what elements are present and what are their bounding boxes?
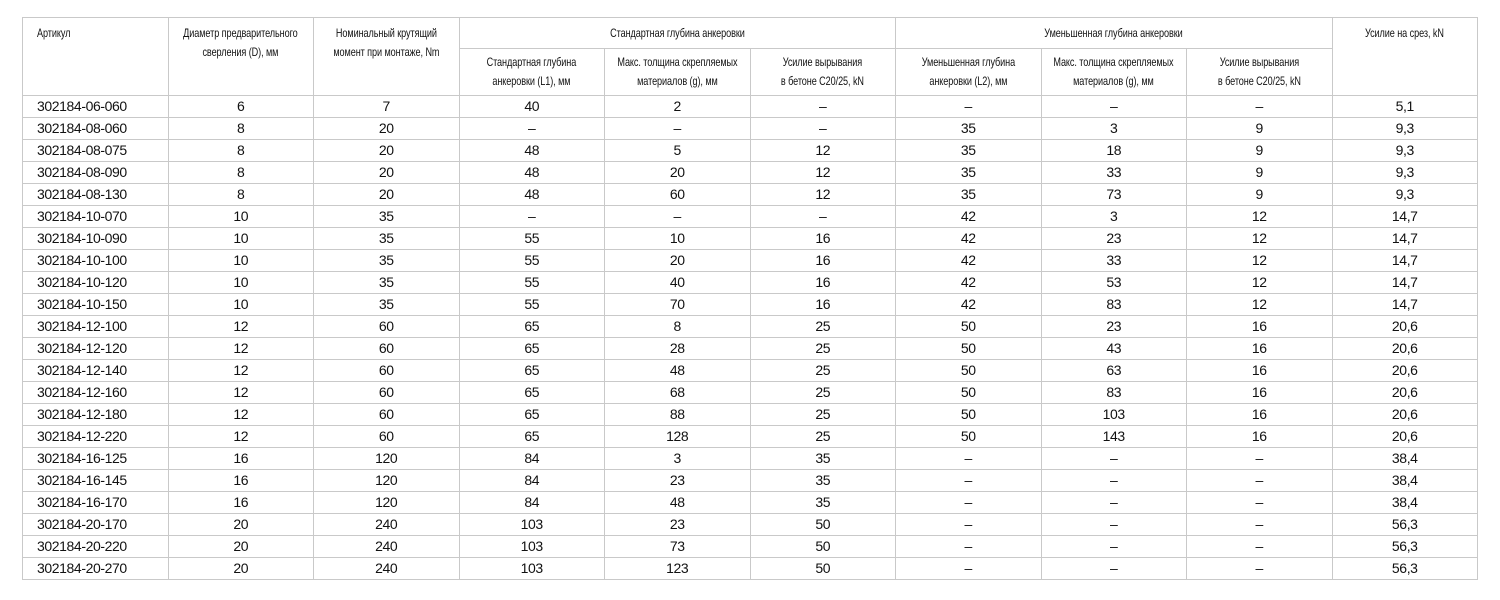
value-cell: 10: [605, 228, 751, 250]
value-cell: 35: [314, 250, 460, 272]
value-cell: 33: [1041, 250, 1187, 272]
value-cell: 35: [896, 118, 1042, 140]
value-cell: 9: [1187, 184, 1333, 206]
table-row: [23, 272, 1478, 294]
value-cell: 84: [459, 492, 605, 514]
value-cell: 16: [168, 470, 314, 492]
value-cell: 12: [1187, 294, 1333, 316]
value-cell: 16: [750, 228, 896, 250]
value-cell: 103: [459, 558, 605, 580]
value-cell: 42: [896, 272, 1042, 294]
value-cell: 14,7: [1332, 272, 1478, 294]
table-row: [23, 294, 1478, 316]
value-cell: 42: [896, 250, 1042, 272]
value-cell: 10: [168, 250, 314, 272]
table-row: [23, 96, 1478, 118]
value-cell: 120: [314, 492, 460, 514]
col-header-reduced-depth: [896, 49, 1042, 96]
value-cell: 35: [896, 162, 1042, 184]
value-cell: 9: [1187, 118, 1333, 140]
article-cell: 302184-16-170: [23, 492, 169, 514]
value-cell: 12: [1187, 250, 1333, 272]
value-cell: 63: [1041, 360, 1187, 382]
value-cell: 14,7: [1332, 250, 1478, 272]
article-cell: 302184-12-220: [23, 426, 169, 448]
value-cell: 42: [896, 228, 1042, 250]
value-cell: –: [459, 118, 605, 140]
value-cell: –: [896, 514, 1042, 536]
value-cell: 50: [750, 536, 896, 558]
table-row: [23, 338, 1478, 360]
article-cell: 302184-20-220: [23, 536, 169, 558]
table-body: [23, 96, 1478, 580]
col-header-standard-depth: [459, 49, 605, 96]
value-cell: 103: [459, 514, 605, 536]
value-cell: –: [1187, 536, 1333, 558]
value-cell: 9,3: [1332, 184, 1478, 206]
value-cell: 9: [1187, 140, 1333, 162]
col-header-standard-pullout-label: Усилие вырывания в бетоне C20/25, kN: [781, 55, 865, 88]
article-cell: 302184-12-180: [23, 404, 169, 426]
value-cell: 84: [459, 448, 605, 470]
value-cell: 38,4: [1332, 470, 1478, 492]
value-cell: 48: [459, 140, 605, 162]
table-row: [23, 448, 1478, 470]
value-cell: –: [750, 96, 896, 118]
value-cell: –: [750, 206, 896, 228]
value-cell: 65: [459, 426, 605, 448]
value-cell: 16: [750, 272, 896, 294]
value-cell: 35: [314, 294, 460, 316]
value-cell: 12: [750, 162, 896, 184]
value-cell: –: [1041, 448, 1187, 470]
article-cell: 302184-10-100: [23, 250, 169, 272]
value-cell: 128: [605, 426, 751, 448]
table-row: [23, 558, 1478, 580]
value-cell: 9,3: [1332, 118, 1478, 140]
value-cell: 50: [896, 338, 1042, 360]
value-cell: 8: [605, 316, 751, 338]
value-cell: 53: [1041, 272, 1187, 294]
value-cell: 28: [605, 338, 751, 360]
value-cell: 35: [750, 448, 896, 470]
col-header-standard-depth-label: Стандартная глубина анкеровки (L1), мм: [486, 55, 577, 88]
value-cell: 65: [459, 404, 605, 426]
table-row: [23, 316, 1478, 338]
value-cell: –: [896, 448, 1042, 470]
value-cell: 8: [168, 162, 314, 184]
value-cell: 35: [314, 206, 460, 228]
col-header-standard-max-thickness: [605, 49, 751, 96]
value-cell: –: [1187, 492, 1333, 514]
value-cell: –: [896, 492, 1042, 514]
value-cell: 60: [314, 382, 460, 404]
group-header-standard-depth-label: Стандартная глубина анкеровки: [609, 25, 745, 40]
value-cell: 240: [314, 514, 460, 536]
value-cell: 65: [459, 316, 605, 338]
article-cell: 302184-12-120: [23, 338, 169, 360]
value-cell: –: [896, 536, 1042, 558]
group-header-standard-depth: [459, 18, 896, 49]
col-header-shear-label: Усилие на срез, kN: [1365, 26, 1445, 40]
header-row-groups: [23, 18, 1478, 49]
value-cell: 12: [168, 338, 314, 360]
value-cell: 143: [1041, 426, 1187, 448]
value-cell: –: [1041, 514, 1187, 536]
value-cell: 35: [750, 492, 896, 514]
value-cell: 20: [168, 558, 314, 580]
table-row: [23, 206, 1478, 228]
col-header-standard-max-thickness-label: Макс. толщина скрепляемых материалов (g), мм: [617, 55, 738, 88]
value-cell: 60: [314, 360, 460, 382]
value-cell: 56,3: [1332, 514, 1478, 536]
value-cell: 12: [168, 316, 314, 338]
value-cell: –: [896, 470, 1042, 492]
article-cell: 302184-08-075: [23, 140, 169, 162]
article-cell: 302184-20-170: [23, 514, 169, 536]
value-cell: 65: [459, 360, 605, 382]
article-cell: 302184-10-090: [23, 228, 169, 250]
value-cell: 68: [605, 382, 751, 404]
value-cell: 83: [1041, 382, 1187, 404]
table-row: [23, 184, 1478, 206]
value-cell: 43: [1041, 338, 1187, 360]
value-cell: 56,3: [1332, 558, 1478, 580]
table-row: [23, 360, 1478, 382]
value-cell: –: [896, 96, 1042, 118]
value-cell: 8: [168, 140, 314, 162]
value-cell: 7: [314, 96, 460, 118]
value-cell: 40: [459, 96, 605, 118]
anchor-spec-table: [22, 17, 1478, 580]
value-cell: 3: [605, 448, 751, 470]
value-cell: 38,4: [1332, 492, 1478, 514]
value-cell: 48: [459, 184, 605, 206]
table-row: [23, 228, 1478, 250]
value-cell: 50: [750, 558, 896, 580]
value-cell: 12: [750, 184, 896, 206]
value-cell: 240: [314, 536, 460, 558]
value-cell: 16: [1187, 404, 1333, 426]
value-cell: 60: [314, 404, 460, 426]
value-cell: –: [750, 118, 896, 140]
value-cell: 50: [896, 382, 1042, 404]
value-cell: 50: [750, 514, 896, 536]
value-cell: 103: [459, 536, 605, 558]
value-cell: 120: [314, 470, 460, 492]
value-cell: 55: [459, 294, 605, 316]
article-cell: 302184-12-140: [23, 360, 169, 382]
value-cell: 50: [896, 316, 1042, 338]
value-cell: 16: [1187, 382, 1333, 404]
value-cell: 8: [168, 118, 314, 140]
value-cell: 16: [1187, 426, 1333, 448]
table-row: [23, 250, 1478, 272]
value-cell: 20,6: [1332, 382, 1478, 404]
value-cell: 16: [168, 448, 314, 470]
article-cell: 302184-10-120: [23, 272, 169, 294]
value-cell: 25: [750, 338, 896, 360]
value-cell: 12: [1187, 228, 1333, 250]
value-cell: 20,6: [1332, 338, 1478, 360]
value-cell: –: [605, 206, 751, 228]
value-cell: 73: [605, 536, 751, 558]
value-cell: –: [1041, 536, 1187, 558]
col-header-torque-label: Номинальный крутящий момент при монтаже, Nm: [333, 26, 440, 59]
article-cell: 302184-16-145: [23, 470, 169, 492]
value-cell: 38,4: [1332, 448, 1478, 470]
table-row: [23, 382, 1478, 404]
value-cell: 12: [1187, 206, 1333, 228]
value-cell: –: [459, 206, 605, 228]
col-header-drill-diameter: [168, 18, 314, 96]
value-cell: 18: [1041, 140, 1187, 162]
value-cell: 23: [1041, 316, 1187, 338]
table-row: [23, 470, 1478, 492]
table-row: [23, 118, 1478, 140]
value-cell: 20,6: [1332, 316, 1478, 338]
value-cell: 16: [750, 294, 896, 316]
value-cell: 12: [168, 382, 314, 404]
value-cell: 55: [459, 250, 605, 272]
value-cell: 12: [168, 426, 314, 448]
value-cell: –: [1187, 448, 1333, 470]
value-cell: 40: [605, 272, 751, 294]
value-cell: 12: [750, 140, 896, 162]
value-cell: 35: [896, 184, 1042, 206]
value-cell: 20,6: [1332, 404, 1478, 426]
value-cell: 42: [896, 294, 1042, 316]
table-row: [23, 492, 1478, 514]
value-cell: 6: [168, 96, 314, 118]
value-cell: 35: [314, 272, 460, 294]
col-header-drill-diameter-label: Диаметр предварительного сверления (D), мм: [183, 26, 298, 59]
article-cell: 302184-08-130: [23, 184, 169, 206]
value-cell: 103: [1041, 404, 1187, 426]
value-cell: 84: [459, 470, 605, 492]
value-cell: 20: [168, 514, 314, 536]
value-cell: 240: [314, 558, 460, 580]
value-cell: 48: [459, 162, 605, 184]
value-cell: 60: [314, 338, 460, 360]
value-cell: 50: [896, 360, 1042, 382]
value-cell: –: [1187, 558, 1333, 580]
value-cell: 25: [750, 404, 896, 426]
value-cell: 10: [168, 206, 314, 228]
article-cell: 302184-10-070: [23, 206, 169, 228]
value-cell: 14,7: [1332, 206, 1478, 228]
value-cell: –: [1041, 96, 1187, 118]
table-row: [23, 536, 1478, 558]
value-cell: 25: [750, 426, 896, 448]
article-cell: 302184-20-270: [23, 558, 169, 580]
value-cell: –: [896, 558, 1042, 580]
col-header-standard-pullout: [750, 49, 896, 96]
value-cell: 83: [1041, 294, 1187, 316]
article-cell: 302184-12-100: [23, 316, 169, 338]
value-cell: 20: [314, 184, 460, 206]
value-cell: 3: [1041, 118, 1187, 140]
value-cell: 9,3: [1332, 140, 1478, 162]
value-cell: 20: [314, 118, 460, 140]
group-header-reduced-depth-label: Уменьшенная глубина анкеровки: [1044, 25, 1183, 40]
col-header-shear: [1332, 18, 1478, 96]
value-cell: 10: [168, 272, 314, 294]
table-row: [23, 162, 1478, 184]
value-cell: 16: [1187, 316, 1333, 338]
value-cell: 20: [605, 250, 751, 272]
value-cell: 60: [314, 316, 460, 338]
value-cell: 12: [168, 404, 314, 426]
value-cell: 48: [605, 360, 751, 382]
value-cell: 23: [1041, 228, 1187, 250]
value-cell: 16: [1187, 338, 1333, 360]
value-cell: 35: [896, 140, 1042, 162]
value-cell: 23: [605, 514, 751, 536]
col-header-reduced-max-thickness: [1041, 49, 1187, 96]
value-cell: 2: [605, 96, 751, 118]
value-cell: 33: [1041, 162, 1187, 184]
col-header-reduced-depth-label: Уменьшенная глубина анкеровки (L2), мм: [921, 55, 1015, 88]
value-cell: –: [1187, 96, 1333, 118]
col-header-torque: [314, 18, 460, 96]
value-cell: 20: [314, 140, 460, 162]
value-cell: 20,6: [1332, 360, 1478, 382]
table-row: [23, 514, 1478, 536]
value-cell: 65: [459, 382, 605, 404]
value-cell: 60: [314, 426, 460, 448]
value-cell: 12: [1187, 272, 1333, 294]
table-header: [23, 18, 1478, 96]
value-cell: 23: [605, 470, 751, 492]
value-cell: 14,7: [1332, 294, 1478, 316]
value-cell: 88: [605, 404, 751, 426]
value-cell: 50: [896, 404, 1042, 426]
value-cell: 3: [1041, 206, 1187, 228]
article-cell: 302184-06-060: [23, 96, 169, 118]
value-cell: 55: [459, 272, 605, 294]
col-header-article-label: Артикул: [37, 26, 71, 40]
article-cell: 302184-10-150: [23, 294, 169, 316]
value-cell: 35: [314, 228, 460, 250]
group-header-reduced-depth: [896, 18, 1333, 49]
value-cell: –: [1187, 470, 1333, 492]
value-cell: 25: [750, 360, 896, 382]
value-cell: 20: [605, 162, 751, 184]
value-cell: 35: [750, 470, 896, 492]
col-header-reduced-pullout-label: Усилие вырывания в бетоне C20/25, kN: [1217, 55, 1301, 88]
value-cell: 25: [750, 316, 896, 338]
value-cell: 50: [896, 426, 1042, 448]
value-cell: 48: [605, 492, 751, 514]
value-cell: –: [605, 118, 751, 140]
article-cell: 302184-12-160: [23, 382, 169, 404]
value-cell: 20: [168, 536, 314, 558]
value-cell: 9: [1187, 162, 1333, 184]
value-cell: 5,1: [1332, 96, 1478, 118]
value-cell: 10: [168, 294, 314, 316]
value-cell: 55: [459, 228, 605, 250]
value-cell: 25: [750, 382, 896, 404]
value-cell: –: [1041, 492, 1187, 514]
value-cell: 16: [168, 492, 314, 514]
table-row: [23, 426, 1478, 448]
value-cell: 42: [896, 206, 1042, 228]
table-row: [23, 404, 1478, 426]
value-cell: 8: [168, 184, 314, 206]
article-cell: 302184-16-125: [23, 448, 169, 470]
col-header-article: [23, 18, 169, 96]
value-cell: 9,3: [1332, 162, 1478, 184]
value-cell: 70: [605, 294, 751, 316]
table-row: [23, 140, 1478, 162]
value-cell: 14,7: [1332, 228, 1478, 250]
value-cell: –: [1187, 514, 1333, 536]
value-cell: 20: [314, 162, 460, 184]
col-header-reduced-max-thickness-label: Макс. толщина скрепляемых материалов (g), мм: [1053, 55, 1174, 88]
value-cell: –: [1041, 558, 1187, 580]
value-cell: 73: [1041, 184, 1187, 206]
value-cell: 10: [168, 228, 314, 250]
article-cell: 302184-08-060: [23, 118, 169, 140]
article-cell: 302184-08-090: [23, 162, 169, 184]
value-cell: 12: [168, 360, 314, 382]
value-cell: –: [1041, 470, 1187, 492]
value-cell: 123: [605, 558, 751, 580]
col-header-reduced-pullout: [1187, 49, 1333, 96]
value-cell: 56,3: [1332, 536, 1478, 558]
value-cell: 120: [314, 448, 460, 470]
value-cell: 5: [605, 140, 751, 162]
value-cell: 16: [750, 250, 896, 272]
value-cell: 65: [459, 338, 605, 360]
value-cell: 20,6: [1332, 426, 1478, 448]
value-cell: 16: [1187, 360, 1333, 382]
value-cell: 60: [605, 184, 751, 206]
